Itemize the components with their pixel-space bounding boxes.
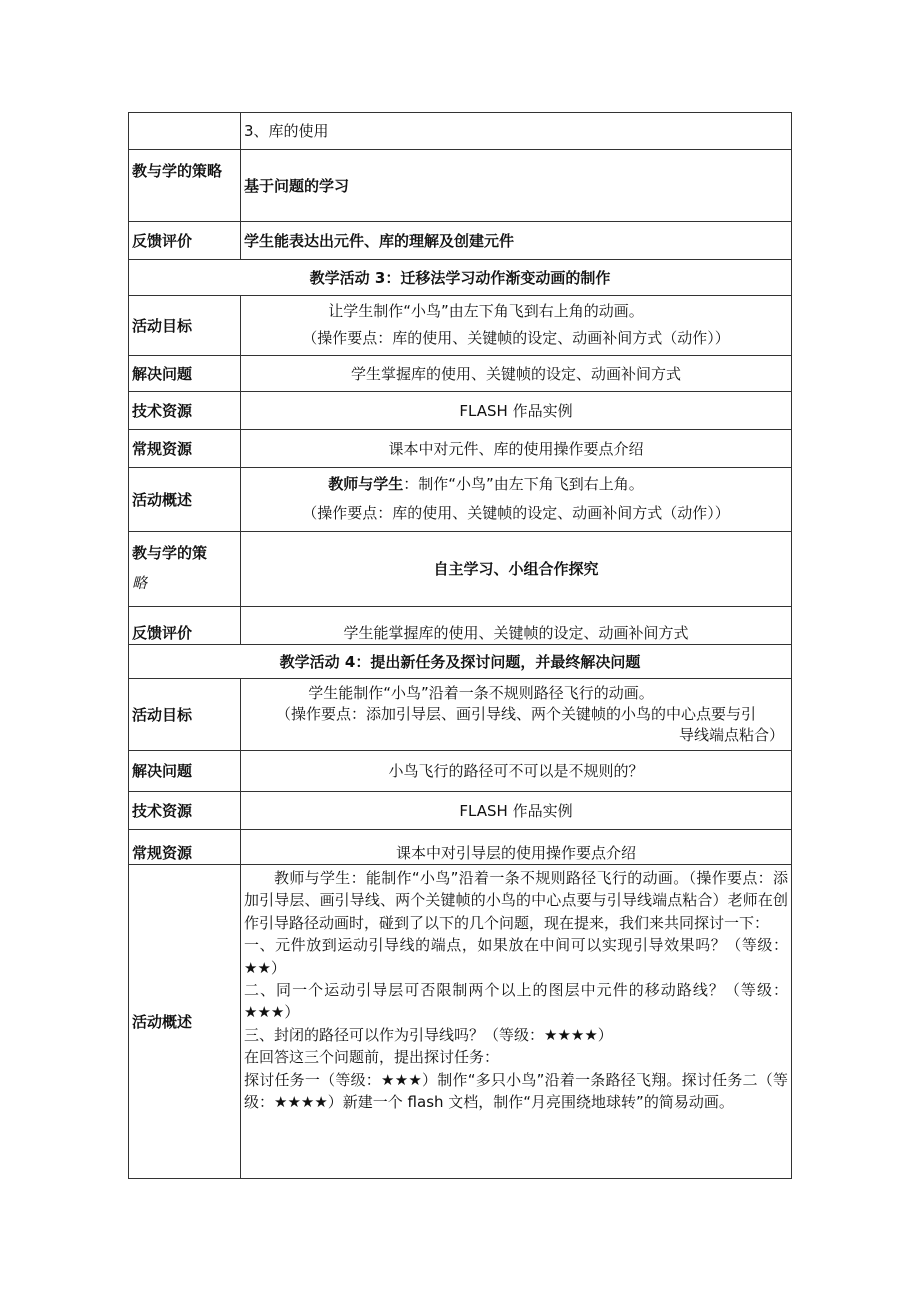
activity3-problem-label: 解决问题: [129, 356, 241, 392]
activity4-overview-label: 活动概述: [129, 865, 241, 1179]
table-row: [129, 751, 792, 792]
activity3-overview-label: 活动概述: [129, 468, 241, 532]
activity4-heading: 教学活动 4：提出新任务及探讨问题，并最终解决问题: [129, 645, 792, 679]
activity3-feedback-label: 反馈评价: [129, 607, 241, 645]
activity3-strategy-label-line1: 教与学的策: [132, 544, 208, 562]
activity4-overview-p2: 在回答这三个问题前，提出探讨任务：: [244, 1048, 500, 1067]
activity3-overview-text: ：制作“小鸟”由左下角飞到右上角。: [403, 474, 644, 493]
table-row: [129, 792, 792, 830]
activity4-normal-value: 课本中对引导层的使用操作要点介绍: [241, 830, 792, 865]
activity4-goal-line1: 学生能制作“小鸟”沿着一条不规则路径飞行的动画。: [308, 684, 654, 702]
activity4-goal-line3: 导线端点粘合）: [678, 726, 784, 744]
activity3-normal-value: 课本中对元件、库的使用操作要点介绍: [241, 430, 792, 468]
activity4-overview-cell: [241, 865, 792, 1179]
table-row: [129, 607, 792, 645]
empty-label-cell: [129, 113, 241, 150]
table-row: [129, 150, 792, 222]
table-row: [129, 430, 792, 468]
activity3-goal-line1: 让学生制作“小鸟”由左下角飞到右上角的动画。: [328, 301, 644, 320]
table-row: [129, 532, 792, 607]
table-row: [129, 468, 792, 532]
lesson-plan-page: [128, 112, 791, 1179]
activity3-overview-actor: 教师与学生: [328, 474, 404, 493]
library-usage-cell: 3、库的使用: [241, 113, 792, 150]
table-row: [129, 222, 792, 260]
activity3-strategy-value: 自主学习、小组合作探究: [241, 532, 792, 607]
activity3-overview-line1: [244, 471, 788, 497]
activity4-normal-label: 常规资源: [129, 830, 241, 865]
activity4-goal-cell: [241, 679, 792, 751]
activity3-goal-line2: （操作要点：库的使用、关键帧的设定、动画补间方式（动作））: [302, 328, 730, 347]
strategy-label: 教与学的策略: [129, 150, 241, 222]
table-row: [129, 830, 792, 865]
activity4-goal-line2: （操作要点：添加引导层、画引导线、两个关键帧的小鸟的中心点要与引: [275, 705, 756, 723]
activity3-strategy-label-line2: 略: [132, 574, 148, 592]
activity3-overview-line2: （操作要点：库的使用、关键帧的设定、动画补间方式（动作））: [302, 503, 730, 522]
activity3-heading: 教学活动 3：迁移法学习动作渐变动画的制作: [129, 260, 792, 296]
activity3-goal-cell: [241, 296, 792, 356]
table-row: [129, 296, 792, 356]
feedback-label: 反馈评价: [129, 222, 241, 260]
activity4-problem-label: 解决问题: [129, 751, 241, 792]
activity3-overview-cell: [241, 468, 792, 532]
activity3-goal-label: 活动目标: [129, 296, 241, 356]
activity3-tech-value: FLASH 作品实例: [241, 392, 792, 430]
activity3-problem-value: 学生掌握库的使用、关键帧的设定、动画补间方式: [241, 356, 792, 392]
activity4-problem-value: 小鸟飞行的路径可不可以是不规则的？: [241, 751, 792, 792]
table-row: [129, 260, 792, 296]
table-row: [129, 113, 792, 150]
activity4-tech-value: FLASH 作品实例: [241, 792, 792, 830]
activity3-strategy-label: [129, 532, 241, 607]
activity4-question-1: 一、元件放到运动引导线的端点，如果放在中间可以实现引导效果吗？（等级：★★）: [244, 936, 788, 977]
activity3-feedback-value: 学生能掌握库的使用、关键帧的设定、动画补间方式: [241, 607, 792, 645]
lesson-plan-table: [128, 112, 792, 1179]
activity4-overview-p3: 探讨任务一（等级：★★★）制作“多只小鸟”沿着一条路径飞翔。探讨任务二（等级：★★★★）新建一个 flash 文档，制作“月亮围绕地球转”的简易动画。: [244, 1070, 788, 1112]
strategy-value: 基于问题的学习: [241, 150, 792, 222]
activity3-tech-label: 技术资源: [129, 392, 241, 430]
activity4-goal-label: 活动目标: [129, 679, 241, 751]
table-row: [129, 645, 792, 679]
table-row: [129, 392, 792, 430]
activity4-tech-label: 技术资源: [129, 792, 241, 830]
activity3-normal-label: 常规资源: [129, 430, 241, 468]
activity4-question-3: 三、封闭的路径可以作为引导线吗？（等级：★★★★）: [244, 1025, 613, 1044]
table-row: [129, 679, 792, 751]
activity4-question-2: 二、同一个运动引导层可否限制两个以上的图层中元件的移动路线？（等级：★★★）: [244, 981, 788, 1022]
feedback-value: 学生能表达出元件、库的理解及创建元件: [241, 222, 792, 260]
table-row: [129, 865, 792, 1179]
table-row: [129, 356, 792, 392]
activity4-overview-p1: 教师与学生：能制作“小鸟”沿着一条不规则路径飞行的动画。（操作要点：添加引导层、画引导线、两个关键帧的小鸟的中心点要与引导线端点粘合）老师在创作引导路径动画时，碰到了以下的几个问题，现在提来，我们来共同探讨一下：: [244, 869, 788, 932]
